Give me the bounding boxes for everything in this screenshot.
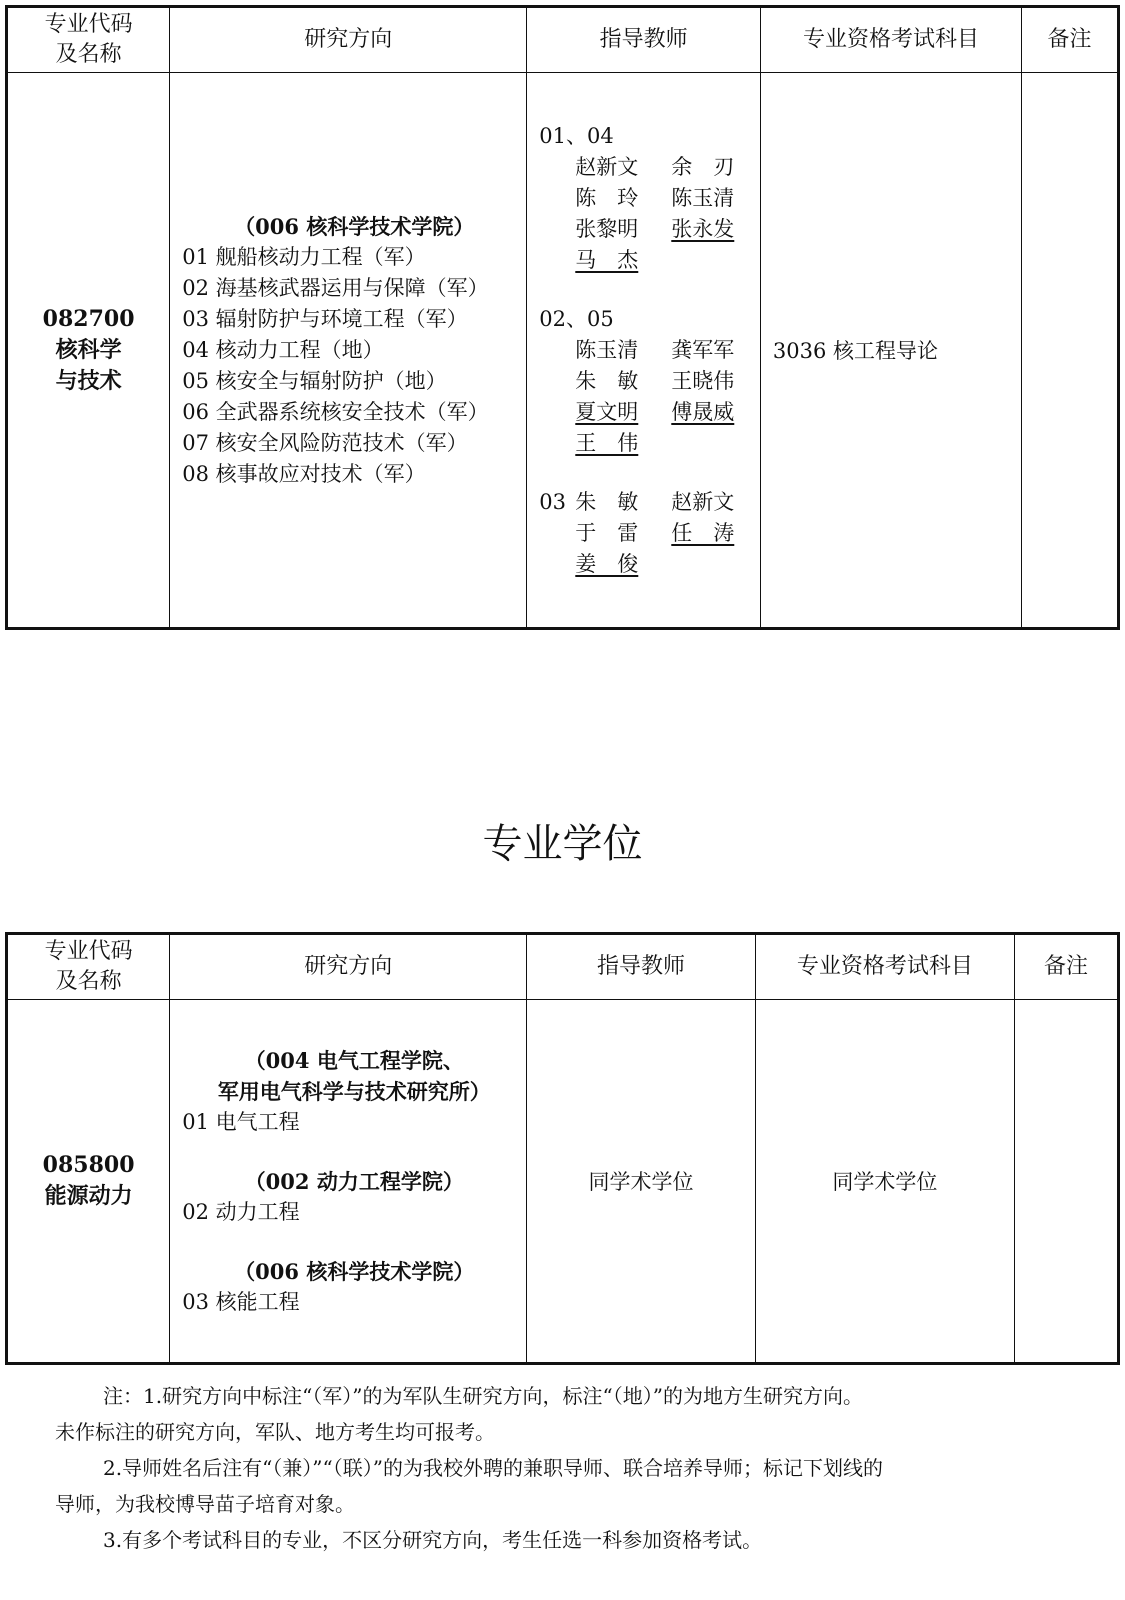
direction-item: 03 核能工程 [182,1289,300,1314]
major-code: 085800 [42,1152,135,1178]
school-label: （006 核科学技术学院） [234,1258,475,1284]
header-code-name [7,7,170,73]
advisor-names [575,152,760,276]
advisor-name: 赵新文 [575,154,639,179]
school-label: （006 核科学技术学院） [234,213,475,239]
advisor-group [539,121,760,276]
advisor-name: 姜 俊 [575,551,639,576]
header-code-name-line2: 及名称 [55,969,122,994]
advisor-group-label: 01、04 [539,123,614,148]
advisor-name: 傅晟威 [671,399,735,424]
advisor-name: 陈玉清 [671,185,735,210]
direction-item: 02 海基核武器运用与保障（军） [182,275,489,300]
school-label: （004 电气工程学院、 [244,1047,464,1073]
major-name-line2: 与技术 [55,368,122,394]
major-cell [7,1000,170,1364]
header-code-name-line1: 专业代码 [44,12,133,37]
advisor-group [539,487,760,580]
advisor-name: 余 刃 [671,154,735,179]
direction-item: 06 全武器系统核安全技术（军） [182,399,489,424]
advisor-name: 王 伟 [575,430,639,455]
advisor-name: 马 杰 [575,247,639,272]
professional-degree-table [5,932,1120,1365]
header-remarks: 备注 [1014,934,1118,1000]
advisor-cell [527,73,761,629]
note-3: 3.有多个考试科目的专业，不区分研究方向，考生任选一科参加资格考试。 [103,1528,763,1552]
header-advisor: 指导教师 [527,7,761,73]
direction-item: 08 核事故应对技术（军） [182,461,426,486]
direction-item: 01 电气工程 [182,1109,300,1134]
table-row [7,1000,1119,1364]
direction-item: 05 核安全与辐射防护（地） [182,368,447,393]
advisor-name: 张永发 [671,216,735,241]
note-2: 2.导师姓名后注有“（兼）”“（联）”的为我校外聘的兼职导师、联合培养导师；标记下划线的 [103,1456,883,1480]
advisor-name: 夏文明 [575,399,639,424]
header-exam: 专业资格考试科目 [760,7,1021,73]
advisor-name: 朱 敏 [575,368,639,393]
section-title: 专业学位 [482,821,643,867]
school-label: 军用电气科学与技术研究所） [217,1078,491,1104]
advisor-name: 王晓伟 [671,368,735,393]
academic-degree-table [5,5,1120,630]
header-code-name-line2: 及名称 [55,42,122,67]
note-1: 注：1.研究方向中标注“（军）”的为军队生研究方向，标注“（地）”的为地方生研究方向。 [103,1384,863,1408]
table-row [7,73,1119,629]
note-1-cont: 未作标注的研究方向，军队、地方考生均可报考。 [55,1420,495,1444]
advisor-cell: 同学术学位 [527,1000,756,1364]
advisor-names [575,335,760,459]
exam-cell: 3036 核工程导论 [760,73,1021,629]
direction-item: 01 舰船核动力工程（军） [182,244,426,269]
direction-cell [170,73,527,629]
advisor-name: 龚军军 [671,337,735,362]
advisor-name: 朱 敏 [575,489,639,514]
remarks-cell [1014,1000,1118,1364]
advisor-group [539,304,760,459]
direction-item: 02 动力工程 [182,1199,300,1224]
direction-item: 07 核安全风险防范技术（军） [182,430,468,455]
major-code: 082700 [42,305,135,332]
table-header-row [7,934,1119,1000]
direction-item: 04 核动力工程（地） [182,337,384,362]
school-label: （002 动力工程学院） [244,1168,464,1194]
advisor-name: 陈 玲 [575,185,639,210]
advisor-group-label: 03 [539,489,567,514]
major-name-line1: 核科学 [55,337,122,363]
direction-cell [170,1000,527,1364]
header-exam: 专业资格考试科目 [755,934,1014,1000]
table-header-row [7,7,1119,73]
header-direction: 研究方向 [170,934,527,1000]
advisor-name: 张黎明 [575,216,639,241]
exam-cell: 同学术学位 [755,1000,1014,1364]
advisor-name: 任 涛 [671,520,735,545]
major-cell [7,73,170,629]
advisor-name: 于 雷 [575,520,639,545]
advisor-group-label: 02、05 [539,306,614,331]
header-code-name [7,934,170,1000]
advisor-names [575,487,755,580]
notes [55,1378,1065,1558]
header-code-name-line1: 专业代码 [44,939,133,964]
header-remarks: 备注 [1022,7,1119,73]
remarks-cell [1022,73,1119,629]
direction-item: 03 辐射防护与环境工程（军） [182,306,468,331]
header-direction: 研究方向 [170,7,527,73]
major-name: 能源动力 [44,1184,133,1209]
advisor-name: 陈玉清 [575,337,639,362]
note-2-cont: 导师，为我校博导苗子培育对象。 [55,1492,355,1516]
header-advisor: 指导教师 [527,934,756,1000]
advisor-name: 赵新文 [671,489,735,514]
